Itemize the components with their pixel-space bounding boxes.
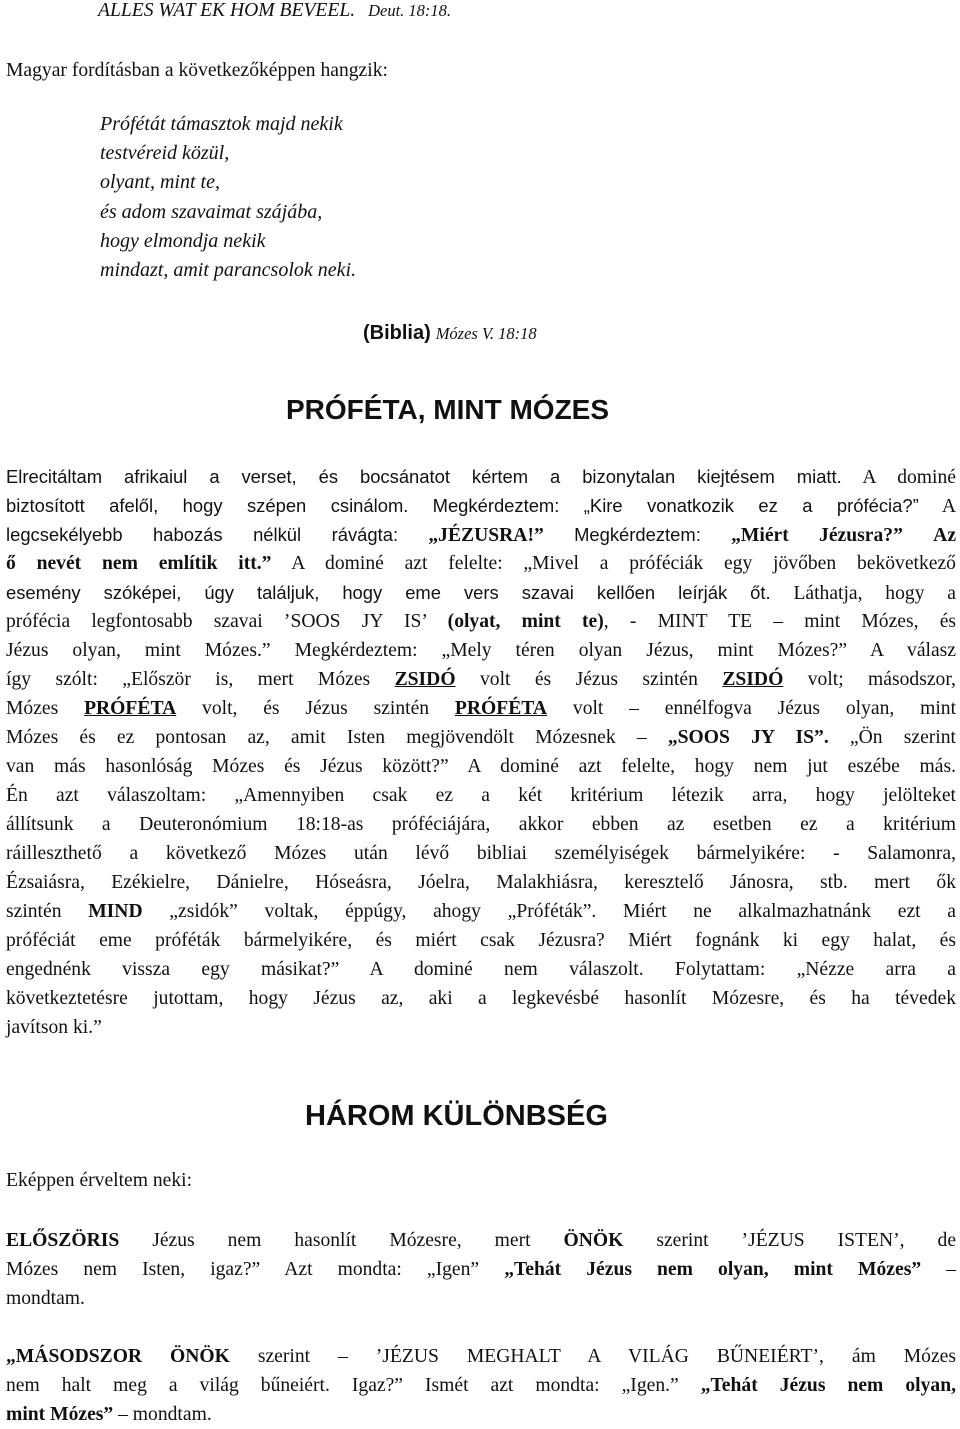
text-line — [6, 607, 956, 636]
text-run: mint Mózes” — [6, 1404, 114, 1425]
text-run: „MÁSODSZOR ÖNÖK — [6, 1346, 230, 1367]
text-line — [6, 665, 956, 694]
text-run: volt, és Jézus szintén — [202, 698, 430, 719]
verse-line: hogy elmondja nekik — [100, 229, 266, 252]
text-run: biztosított afelől, hogy szépen csinálom. — [6, 495, 409, 516]
text-run: A dominé — [862, 467, 956, 488]
text-run: Jézus nem hasonlít Mózesre, mert — [152, 1230, 531, 1251]
text-line: Jézus olyan, mint Mózes.” Megkérdeztem: „Mely téren olyan Jézus, mint Mózes?” A válasz — [6, 640, 956, 661]
text-run: A — [941, 496, 957, 517]
text-line — [6, 491, 956, 521]
text-run: PRÓFÉTA — [454, 698, 548, 719]
text-line — [6, 462, 956, 492]
text-line — [6, 1400, 956, 1429]
text-run: nem halt meg a világ bűneiért. Igaz?” Ismét azt mondta: „Igen.” — [6, 1375, 679, 1396]
text-run: Megkérdeztem: — [574, 524, 701, 545]
text-line: javítson ki.” — [6, 1017, 102, 1038]
text-run: Megkérdeztem: „Kire vonatkozik ez a prófécia?” — [432, 495, 919, 516]
text-run: szerint ’JÉZUS ISTEN’, de — [656, 1230, 957, 1251]
verse-block — [100, 110, 356, 285]
verse-citation — [363, 319, 956, 348]
text-line: próféciát eme próféták bármelyikére, és miért csak Jézusra? Miért fognánk ki egy halat, és — [6, 930, 956, 951]
top-title-text: ALLES WAT EK HOM BEVEEL. — [98, 0, 356, 21]
text-line — [6, 1371, 956, 1400]
section-heading-differences: HÁROM KÜLÖNBSÉG — [305, 1100, 608, 1132]
text-line — [6, 1255, 956, 1284]
text-run: A dominé azt felelte: „Mivel a próféciák egy jövőben bekövetkező — [291, 553, 956, 574]
text-line — [6, 1342, 956, 1371]
section-heading-prophet: PRÓFÉTA, MINT MÓZES — [286, 394, 610, 425]
text-line: Ézsaiásra, Ezékielre, Dánielre, Hóseásra, Jóelra, Malakhiásra, keresztelő Jánosra, stb. mert ők — [6, 872, 956, 893]
text-line — [6, 549, 956, 578]
text-run: , - MINT TE – mint Mózes, és — [603, 611, 957, 632]
text-line: van más hasonlóság Mózes és Jézus között?” A dominé azt felelte, hogy nem jut eszébe más. — [6, 756, 956, 777]
text-line — [6, 1226, 956, 1255]
text-line — [6, 723, 956, 752]
text-run: MIND — [88, 901, 143, 922]
text-run: Mózes — [6, 698, 59, 719]
text-run: esemény szóképei, úgy találjuk, hogy eme vers szavai kellően leírják őt. — [6, 582, 771, 603]
text-line — [6, 897, 956, 926]
text-run: – — [946, 1259, 957, 1280]
text-line: következtetésre jutottam, hogy Jézus az, aki a legkevésbé hasonlít Mózesre, és ha tévedek — [6, 988, 956, 1009]
text-run: szerint – ’JÉZUS MEGHALT A VILÁG BŰNEIÉRT’, ám Mózes — [257, 1346, 956, 1367]
text-run: ő nevét nem említik itt.” — [6, 553, 272, 574]
text-line: Én azt válaszoltam: „Amennyiben csak ez a két kritérium létezik arra, hogy jelölteket — [6, 785, 956, 806]
text-run: „SOOS JY IS”. — [667, 727, 829, 748]
text-run: prófécia legfontosabb szavai ’SOOS JY IS’ — [6, 611, 427, 632]
text-run: legcsekélyebb habozás nélkül rávágta: — [6, 524, 399, 545]
text-line: mondtam. — [6, 1288, 85, 1309]
argued-line: Eképpen érveltem neki: — [6, 1170, 193, 1191]
text-line — [6, 578, 956, 608]
text-run: ZSIDÓ — [394, 669, 456, 690]
verse-line: mindazt, amit parancsolok neki. — [100, 259, 357, 282]
verse-line: Prófétát támasztok majd nekik — [100, 113, 343, 135]
text-line — [6, 694, 956, 723]
text-run: „Miért Jézusra?” — [731, 525, 903, 546]
text-line: állítsunk a Deuteronómium 18:18-as próféciájára, akkor ebben az esetben ez a kritérium — [6, 814, 956, 835]
verse-line: testvéreid közül, — [100, 142, 230, 165]
text-run: Mózes nem Isten, igaz?” Azt mondta: „Igen” — [6, 1259, 480, 1280]
text-run: „zsidók” voltak, éppúgy, ahogy „Próféták”. Miért ne alkalmazhatnánk ezt a — [169, 901, 956, 922]
text-run: „Tehát Jézus nem olyan, mint Mózes” — [504, 1259, 922, 1280]
text-run: ZSIDÓ — [722, 669, 784, 690]
text-run: ÖNÖK — [563, 1230, 624, 1251]
text-run: volt; másodszor, — [807, 669, 956, 690]
text-run: szintén — [6, 901, 62, 922]
citation-bible: (Biblia) — [363, 322, 431, 344]
citation-reference: Mózes V. 18:18 — [435, 324, 537, 343]
text-line — [6, 520, 956, 550]
text-run: Mózes és ez pontosan az, amit Isten megjövendölt Mózesnek – — [6, 727, 647, 748]
intro-line: Magyar fordításban a következőképpen hangzik: — [6, 60, 388, 81]
text-line: ráilleszthető a következő Mózes után lévő bibliai személyiségek bármelyikére: - Salamonra, — [6, 843, 956, 864]
text-run: ELŐSZÖRIS — [6, 1230, 120, 1251]
text-line: engednénk vissza egy másikat?” A dominé nem válaszolt. Folytattam: „Nézze arra a — [6, 959, 956, 980]
text-run: Az — [933, 525, 957, 546]
text-run: – mondtam. — [118, 1404, 212, 1425]
text-run: Láthatja, hogy a — [793, 583, 956, 604]
text-run: így szólt: „Először is, mert Mózes — [6, 669, 371, 690]
top-title-reference: Deut. 18:18. — [368, 1, 452, 20]
text-run: „JÉZUSRA!” — [428, 525, 544, 546]
text-run: Elrecitáltam afrikaiul a verset, és bocsánatot kértem a bizonytalan kiejtésem miatt. — [6, 466, 842, 487]
verse-line: és adom szavaimat szájába, — [100, 200, 323, 223]
text-run: volt és Jézus szintén — [479, 669, 698, 690]
text-run: „Ön szerint — [849, 727, 956, 748]
text-run: (olyat, mint te) — [447, 611, 604, 632]
text-run: „Tehát Jézus nem olyan, — [700, 1375, 957, 1396]
verse-line: olyant, mint te, — [100, 171, 220, 194]
text-run: volt – ennélfogva Jézus olyan, mint — [572, 698, 957, 719]
page-top-title — [98, 0, 956, 25]
text-run: PRÓFÉTA — [84, 698, 177, 719]
